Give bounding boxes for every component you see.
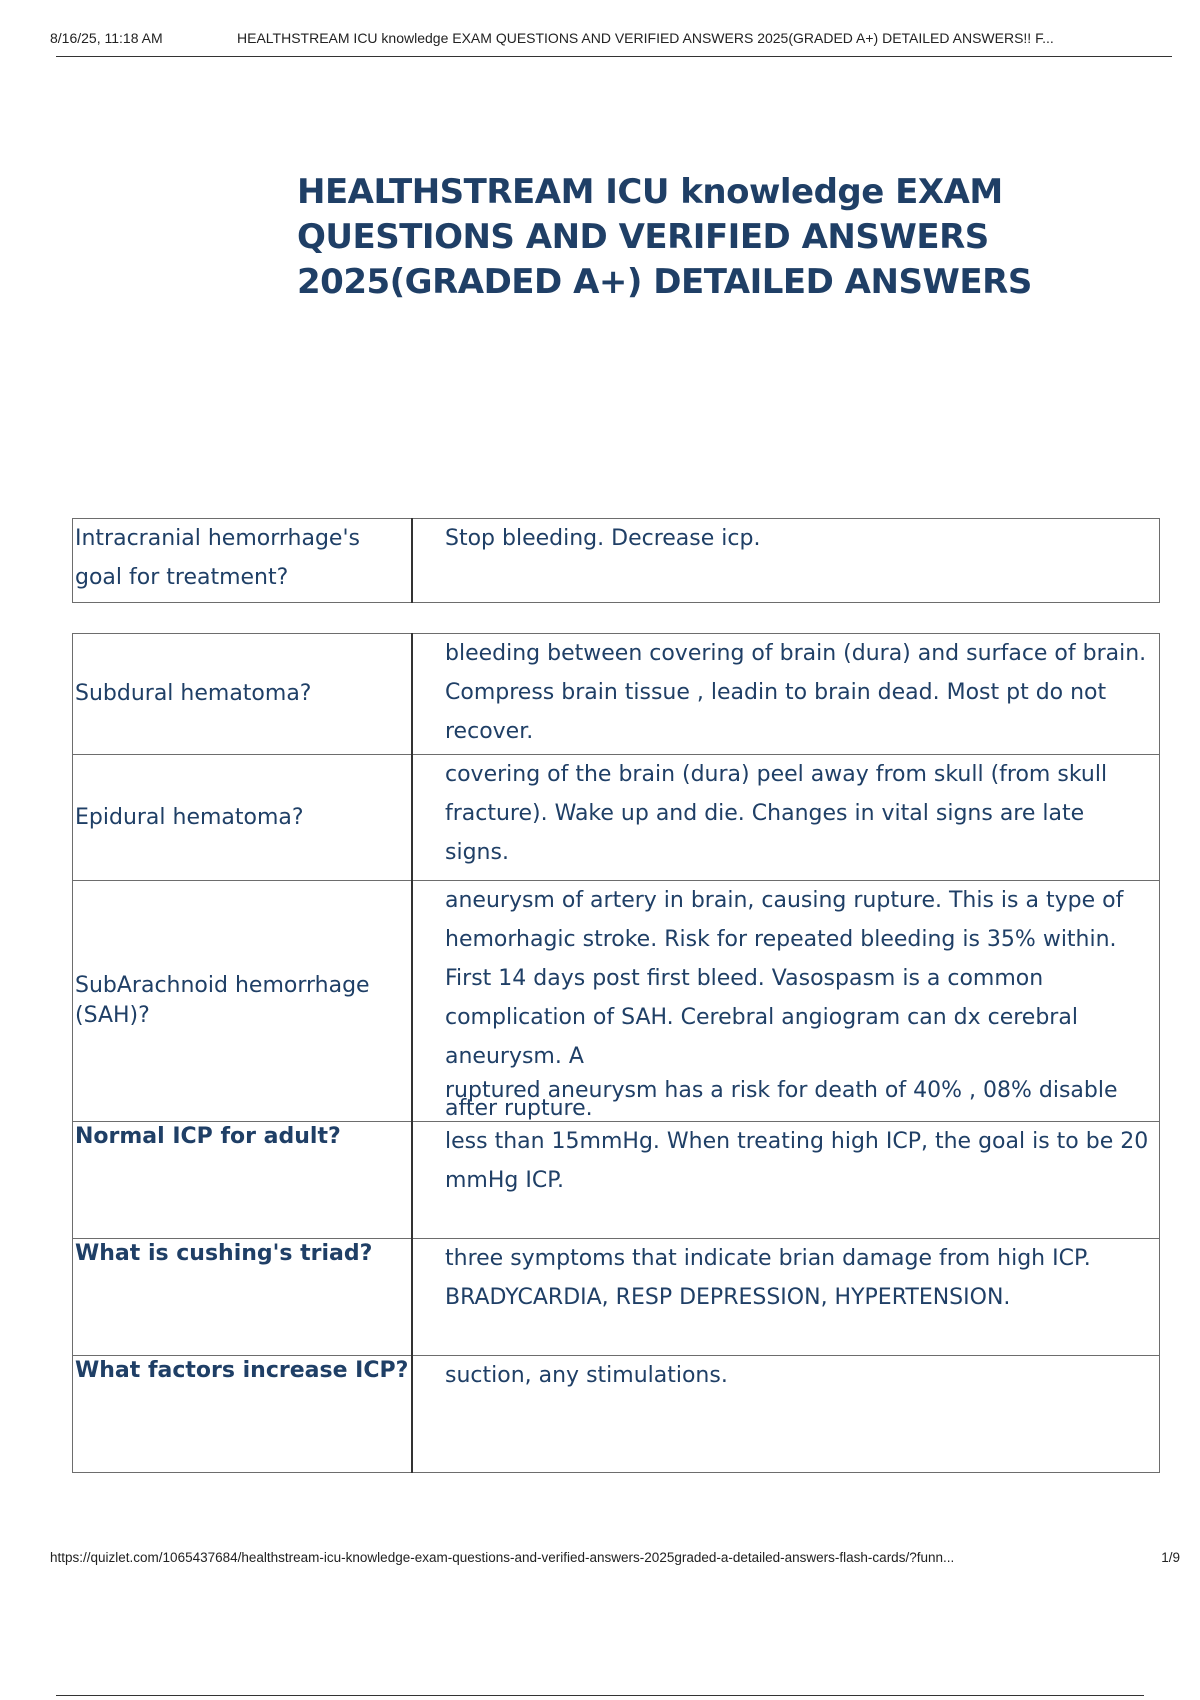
header-datetime: 8/16/25, 11:18 AM [50,30,163,46]
flashcard-row [73,755,1160,881]
card-definition: covering of the brain (dura) peel away from skull (from skull fracture). Wake up and die. Changes in vital signs are late signs. [412,755,1160,881]
card-definition: Stop bleeding. Decrease icp. [412,519,1160,603]
card-definition-tail: ruptured aneurysm has a risk for death of 40% , 08% disable after rupture. [445,1078,1118,1121]
card-term: SubArachnoid hemorrhage (SAH)? [73,881,413,1122]
flashcard-row [73,1122,1160,1239]
card-definition: less than 15mmHg. When treating high ICP, the goal is to be 20 mmHg ICP. [412,1122,1160,1239]
card-definition-text: aneurysm of artery in brain, causing rupture. This is a type of hemorhagic stroke. Risk for repeated bleeding is 35% within. First 14 days post first bleed. Vasospasm is a common complication of SAH. Cerebral angiogram can dx cerebral aneurysm. A [445,888,1124,1069]
flashcard-row [73,881,1160,1122]
document-title: HEALTHSTREAM ICU knowledge EXAM QUESTIONS AND VERIFIED ANSWERS 2025(GRADED A+) DETAILED ANSWERS [297,172,1032,302]
card-term: What is cushing's triad? [73,1239,413,1356]
header-title: HEALTHSTREAM ICU knowledge EXAM QUESTIONS AND VERIFIED ANSWERS 2025(GRADED A+) DETAILED ANSWERS!! F... [237,30,1054,46]
flashcard-row [73,519,1160,603]
card-definition: three symptoms that indicate brian damage from high ICP. BRADYCARDIA, RESP DEPRESSION, HYPERTENSION. [412,1239,1160,1356]
page-number: 1/9 [1161,1550,1180,1565]
card-term: Subdural hematoma? [73,634,413,755]
header-divider [56,56,1172,57]
footer-url: https://quizlet.com/1065437684/healthstream-icu-knowledge-exam-questions-and-verified-answers-2025graded-a-detailed-answers-flash-cards/?funn... [50,1550,955,1565]
page-header [50,30,1170,50]
flashcard-row [73,634,1160,755]
card-definition: bleeding between covering of brain (dura) and surface of brain. Compress brain tissue , leadin to brain dead. Most pt do not recover. [412,634,1160,755]
card-term: Intracranial hemorrhage's goal for treatment? [73,519,413,603]
card-definition: suction, any stimulations. [412,1356,1160,1473]
flashcard-row [73,1239,1160,1356]
card-definition [412,881,1160,1122]
flashcard-table [72,518,1160,603]
card-term: What factors increase ICP? [73,1356,413,1473]
card-term: Normal ICP for adult? [73,1122,413,1239]
card-term: Epidural hematoma? [73,755,413,881]
footer-divider [56,1695,1144,1696]
flashcard-row [73,1356,1160,1473]
flashcard-table [72,633,1160,1473]
